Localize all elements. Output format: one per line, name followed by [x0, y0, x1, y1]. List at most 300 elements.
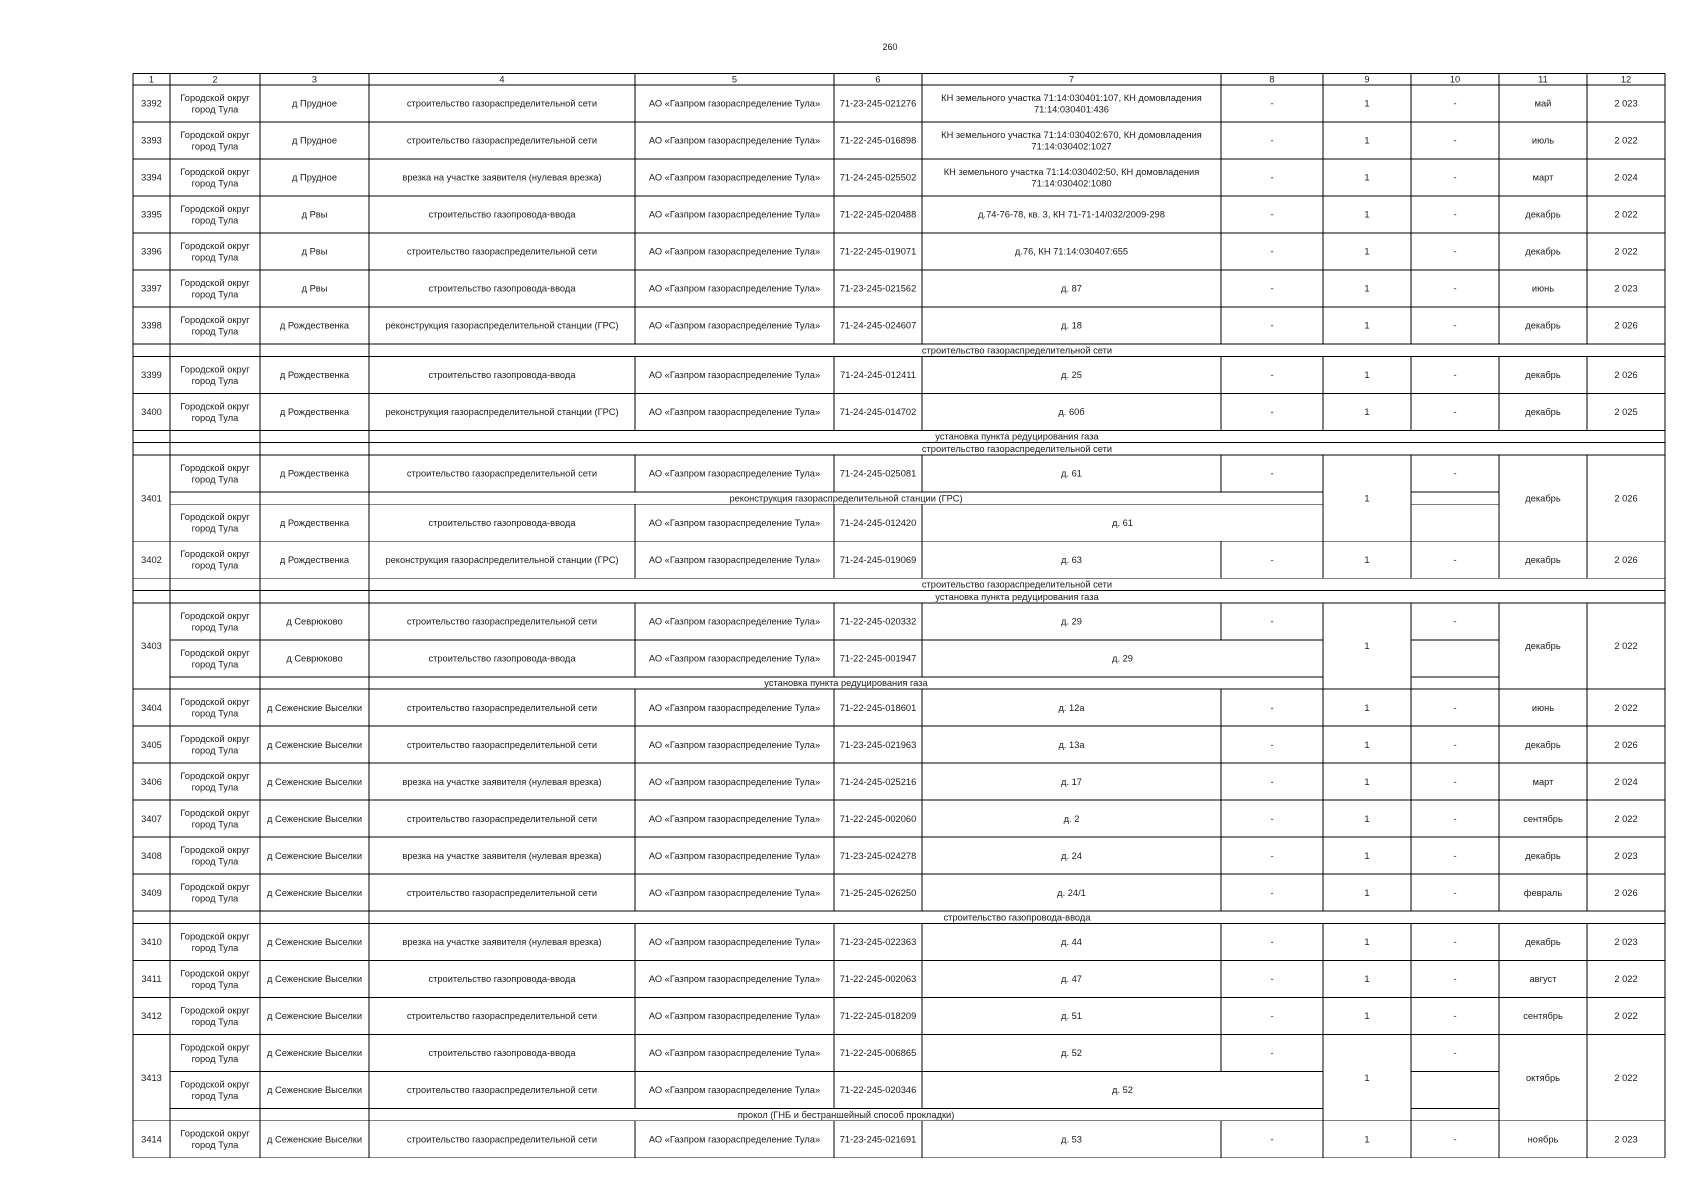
col8-value: -: [1270, 172, 1274, 183]
month: сентябрь: [1523, 1011, 1563, 1022]
address: д. 25: [1061, 370, 1082, 380]
header-col-11: 11: [1538, 74, 1548, 85]
col9-value: 1: [1364, 974, 1370, 985]
col10-value: -: [1453, 468, 1457, 479]
municipality: Городской округ город Тула: [180, 401, 250, 423]
header-col-6: 6: [875, 74, 881, 85]
municipality: Городской округ город Тула: [180, 129, 250, 152]
application-number: 71-22-245-002063: [839, 974, 917, 985]
application-number: 71-24-245-012420: [839, 517, 917, 528]
col9-value: 1: [1364, 407, 1370, 417]
settlement: д Сеженские Выселки: [266, 937, 363, 948]
municipality: Городской округ город Тула: [180, 240, 250, 263]
organization: АО «Газпром газораспределение Тула»: [648, 702, 821, 713]
col10-value: -: [1453, 616, 1457, 627]
col9-value: 1: [1364, 1072, 1370, 1083]
address: д. 24: [1061, 850, 1082, 861]
col8-value: -: [1270, 246, 1274, 257]
col10-value: -: [1453, 283, 1457, 294]
work-type: строительство газораспределительной сети: [406, 616, 598, 627]
note-text: строительство газопровода-ввода: [943, 912, 1091, 923]
organization: АО «Газпром газораспределение Тула»: [648, 813, 821, 824]
settlement: д Сеженские Выселки: [266, 702, 363, 713]
settlement: д Сеженские Выселки: [266, 1134, 363, 1145]
organization: АО «Газпром газораспределение Тула»: [648, 1011, 821, 1022]
municipality: Городской округ город Тула: [180, 462, 250, 485]
note-text: реконструкция газораспределительной станции (ГРС): [729, 493, 963, 504]
municipality: Городской округ город Тула: [180, 697, 250, 719]
application-number: 71-22-245-018601: [839, 702, 917, 713]
work-type: строительство газопровода-ввода: [428, 653, 576, 664]
settlement: д Сеженские Выселки: [266, 739, 363, 750]
organization: АО «Газпром газораспределение Тула»: [648, 283, 821, 294]
col9-value: 1: [1364, 493, 1370, 504]
address: д. 2: [1063, 813, 1080, 824]
row-number: 3409: [141, 887, 162, 898]
organization: АО «Газпром газораспределение Тула»: [648, 616, 821, 627]
municipality: Городской округ город Тула: [180, 610, 250, 633]
month: декабрь: [1525, 554, 1561, 565]
year: 2 024: [1614, 172, 1638, 183]
year: 2 026: [1614, 554, 1638, 565]
municipality: Городской округ город Тула: [180, 1079, 250, 1101]
address: КН земельного участка 71:14:030402:50, КН домовладения 71:14:030402:1080: [943, 166, 1200, 189]
address: д. 18: [1061, 320, 1082, 331]
col10-value: -: [1453, 98, 1457, 109]
col9-value: 1: [1364, 887, 1370, 898]
address: д. 12а: [1058, 702, 1085, 713]
month: октябрь: [1526, 1072, 1560, 1083]
row-number: 3406: [141, 776, 162, 787]
note-text: установка пункта редуцирования газа: [935, 591, 1099, 602]
col10-value: -: [1453, 246, 1457, 257]
row-number: 3400: [141, 407, 162, 417]
header-col-2: 2: [212, 74, 218, 85]
work-type: строительство газораспределительной сети: [406, 1134, 598, 1145]
organization: АО «Газпром газораспределение Тула»: [648, 974, 821, 985]
application-number: 71-22-245-002060: [839, 813, 917, 824]
year: 2 022: [1614, 641, 1638, 652]
settlement: д Сеженские Выселки: [266, 776, 363, 787]
municipality: Городской округ город Тула: [180, 882, 250, 904]
work-type: строительство газопровода-ввода: [428, 283, 576, 294]
settlement: д Рождественка: [279, 370, 350, 380]
year: 2 022: [1614, 209, 1638, 220]
col8-value: -: [1270, 98, 1274, 109]
organization: АО «Газпром газораспределение Тула»: [648, 370, 821, 380]
work-type: врезка на участке заявителя (нулевая врезка): [402, 776, 602, 787]
application-number: 71-24-245-025502: [839, 172, 917, 183]
month: май: [1534, 98, 1552, 109]
year: 2 022: [1614, 135, 1638, 146]
organization: АО «Газпром газораспределение Тула»: [648, 554, 821, 565]
organization: АО «Газпром газораспределение Тула»: [648, 209, 821, 220]
organization: АО «Газпром газораспределение Тула»: [648, 407, 821, 417]
address: д. 44: [1061, 937, 1082, 948]
application-number: 71-23-245-021562: [839, 283, 917, 294]
col10-value: -: [1453, 1134, 1457, 1145]
col9-value: 1: [1364, 702, 1370, 713]
settlement: д Рождественка: [279, 554, 350, 565]
application-number: 71-24-245-019069: [839, 554, 917, 565]
col10-value: -: [1453, 850, 1457, 861]
header-col-3: 3: [311, 74, 318, 85]
application-number: 71-24-245-025081: [839, 468, 917, 479]
row-number: 3392: [141, 98, 162, 109]
col10-value: -: [1453, 702, 1457, 713]
col10-value: -: [1453, 370, 1457, 380]
row-number: 3395: [141, 209, 162, 220]
col10-value: -: [1453, 1048, 1457, 1059]
organization: АО «Газпром газораспределение Тула»: [648, 850, 821, 861]
col8-value: -: [1270, 813, 1274, 824]
col9-value: 1: [1364, 813, 1370, 824]
col9-value: 1: [1364, 937, 1370, 948]
col10-value: -: [1453, 135, 1457, 146]
row-number: 3401: [141, 493, 162, 504]
col9-value: 1: [1364, 172, 1370, 183]
col8-value: -: [1270, 974, 1274, 985]
address: д. 29: [1112, 653, 1133, 664]
work-type: строительство газораспределительной сети: [406, 468, 598, 479]
col10-value: -: [1453, 937, 1457, 948]
month: март: [1532, 776, 1554, 787]
header-col-9: 9: [1364, 74, 1370, 85]
work-type: строительство газораспределительной сети: [406, 1085, 598, 1096]
address: д. 52: [1061, 1048, 1082, 1059]
month: декабрь: [1525, 937, 1561, 948]
year: 2 022: [1614, 702, 1638, 713]
month: декабрь: [1525, 407, 1561, 417]
row-number: 3397: [141, 283, 162, 294]
row-number: 3402: [141, 554, 162, 565]
organization: АО «Газпром газораспределение Тула»: [648, 937, 821, 948]
municipality: Городской округ город Тула: [180, 931, 250, 953]
note-text: строительство газораспределительной сети: [921, 443, 1113, 454]
col10-value: -: [1453, 209, 1457, 220]
address: д. 17: [1061, 776, 1082, 787]
year: 2 023: [1614, 98, 1638, 109]
col8-value: -: [1270, 776, 1274, 787]
organization: АО «Газпром газораспределение Тула»: [648, 1085, 821, 1096]
col9-value: 1: [1364, 283, 1370, 294]
month: сентябрь: [1523, 813, 1563, 824]
application-number: 71-22-245-020332: [839, 616, 917, 627]
organization: АО «Газпром газораспределение Тула»: [648, 1048, 821, 1059]
month: июнь: [1531, 702, 1555, 713]
month: март: [1532, 172, 1554, 183]
organization: АО «Газпром газораспределение Тула»: [648, 468, 821, 479]
municipality: Городской округ город Тула: [180, 203, 250, 226]
col8-value: -: [1270, 407, 1274, 417]
municipality: Городской округ город Тула: [180, 314, 250, 337]
organization: АО «Газпром газораспределение Тула»: [648, 1134, 821, 1145]
col8-value: -: [1270, 739, 1274, 750]
application-number: 71-22-245-020346: [839, 1085, 917, 1096]
work-type: врезка на участке заявителя (нулевая врезка): [402, 172, 602, 183]
month: июнь: [1531, 283, 1555, 294]
col8-value: -: [1270, 1134, 1274, 1145]
address: д.76, КН 71:14:030407:655: [1014, 246, 1129, 257]
row-number: 3403: [141, 641, 162, 652]
municipality: Городской округ город Тула: [180, 845, 250, 867]
col9-value: 1: [1364, 370, 1370, 380]
application-number: 71-22-245-016898: [839, 135, 917, 146]
address: д. 51: [1061, 1011, 1082, 1022]
address: д. 87: [1061, 283, 1082, 294]
settlement: д Сеженские Выселки: [266, 1085, 363, 1096]
municipality: Городской округ город Тула: [180, 92, 250, 115]
col8-value: -: [1270, 616, 1274, 627]
year: 2 025: [1614, 407, 1638, 417]
col9-value: 1: [1364, 98, 1370, 109]
municipality: Городской округ город Тула: [180, 549, 250, 571]
work-type: строительство газопровода-ввода: [428, 209, 576, 220]
settlement: д Прудное: [292, 172, 337, 183]
year: 2 026: [1614, 887, 1638, 898]
header-col-4: 4: [499, 74, 505, 85]
settlement: д Сеженские Выселки: [266, 1048, 363, 1059]
row-number: 3412: [141, 1011, 162, 1022]
col10-value: -: [1453, 887, 1457, 898]
col10-value: -: [1453, 974, 1457, 985]
month: декабрь: [1525, 370, 1561, 380]
col8-value: -: [1270, 370, 1274, 380]
work-type: реконструкция газораспределительной станции (ГРС): [385, 554, 619, 565]
settlement: д Рождественка: [279, 517, 350, 528]
col8-value: -: [1270, 937, 1274, 948]
address: д. 24/1: [1057, 887, 1086, 898]
municipality: Городской округ город Тула: [180, 364, 250, 386]
settlement: д Рвы: [301, 283, 328, 294]
col10-value: -: [1453, 407, 1457, 417]
settlement: д Прудное: [292, 98, 337, 109]
year: 2 024: [1614, 776, 1638, 787]
application-number: 71-24-245-024607: [839, 320, 917, 331]
row-number: 3396: [141, 246, 162, 257]
work-type: реконструкция газораспределительной станции (ГРС): [385, 407, 619, 417]
row-number: 3407: [141, 813, 162, 824]
organization: АО «Газпром газораспределение Тула»: [648, 246, 821, 257]
col8-value: -: [1270, 702, 1274, 713]
settlement: д Сеженские Выселки: [266, 850, 363, 861]
month: ноябрь: [1527, 1134, 1559, 1145]
municipality: Городской округ город Тула: [180, 1128, 250, 1151]
note-text: строительство газораспределительной сети: [921, 345, 1113, 356]
month: декабрь: [1525, 246, 1561, 257]
col9-value: 1: [1364, 1134, 1370, 1145]
year: 2 023: [1614, 937, 1638, 948]
organization: АО «Газпром газораспределение Тула»: [648, 98, 821, 109]
application-number: 71-23-245-021276: [839, 98, 917, 109]
address: д. 13а: [1058, 739, 1085, 750]
municipality: Городской округ город Тула: [180, 734, 250, 756]
work-type: строительство газораспределительной сети: [406, 246, 598, 257]
organization: АО «Газпром газораспределение Тула»: [648, 653, 821, 664]
address: д.74-76-78, кв. 3, КН 71-71-14/032/2009-298: [978, 209, 1165, 220]
month: декабрь: [1525, 209, 1561, 220]
col8-value: -: [1270, 135, 1274, 146]
work-type: врезка на участке заявителя (нулевая врезка): [402, 937, 602, 948]
application-number: 71-22-245-006865: [839, 1048, 917, 1059]
col10-value: -: [1453, 739, 1457, 750]
application-number: 71-24-245-025216: [839, 776, 917, 787]
year: 2 022: [1614, 813, 1638, 824]
settlement: д Севрюково: [286, 653, 343, 664]
work-type: строительство газораспределительной сети: [406, 887, 598, 898]
year: 2 022: [1614, 246, 1638, 257]
col9-value: 1: [1364, 554, 1370, 565]
municipality: Городской округ город Тула: [180, 166, 250, 189]
row-number: 3405: [141, 739, 162, 750]
address: д. 60б: [1058, 407, 1085, 417]
organization: АО «Газпром газораспределение Тула»: [648, 135, 821, 146]
address: д. 61: [1112, 517, 1133, 528]
organization: АО «Газпром газораспределение Тула»: [648, 776, 821, 787]
municipality: Городской округ город Тула: [180, 277, 250, 300]
work-type: строительство газораспределительной сети: [406, 98, 598, 109]
work-type: строительство газораспределительной сети: [406, 702, 598, 713]
settlement: д Рождественка: [279, 320, 350, 331]
municipality: Городской округ город Тула: [180, 968, 250, 990]
settlement: д Сеженские Выселки: [266, 1011, 363, 1022]
col9-value: 1: [1364, 776, 1370, 787]
work-type: строительство газораспределительной сети: [406, 739, 598, 750]
settlement: д Сеженские Выселки: [266, 974, 363, 985]
col10-value: -: [1453, 172, 1457, 183]
col9-value: 1: [1364, 1011, 1370, 1022]
year: 2 023: [1614, 283, 1638, 294]
application-number: 71-23-245-022363: [839, 937, 917, 948]
settlement: д Севрюково: [286, 616, 343, 627]
address: д. 63: [1061, 554, 1082, 565]
address: д. 53: [1061, 1134, 1082, 1145]
work-type: строительство газораспределительной сети: [406, 813, 598, 824]
address: д. 47: [1061, 974, 1082, 985]
application-number: 71-23-245-024278: [839, 850, 917, 861]
municipality: Городской округ город Тула: [180, 771, 250, 793]
address: д. 61: [1061, 468, 1082, 479]
note-text: прокол (ГНБ и бестраншейный способ прокладки): [737, 1109, 955, 1120]
settlement: д Сеженские Выселки: [266, 813, 363, 824]
application-number: 71-25-245-026250: [839, 887, 917, 898]
col9-value: 1: [1364, 209, 1370, 220]
header-col-8: 8: [1269, 74, 1275, 85]
note-text: установка пункта редуцирования газа: [764, 678, 928, 689]
work-type: строительство газопровода-ввода: [428, 370, 576, 380]
year: 2 022: [1614, 1072, 1638, 1083]
organization: АО «Газпром газораспределение Тула»: [648, 739, 821, 750]
col9-value: 1: [1364, 246, 1370, 257]
year: 2 026: [1614, 320, 1638, 331]
work-type: врезка на участке заявителя (нулевая врезка): [402, 850, 602, 861]
municipality: Городской округ город Тула: [180, 1042, 250, 1064]
month: декабрь: [1525, 850, 1561, 861]
work-type: строительство газораспределительной сети: [406, 135, 598, 146]
work-type: строительство газораспределительной сети: [406, 1011, 598, 1022]
row-number: 3393: [141, 135, 162, 146]
year: 2 023: [1614, 1134, 1638, 1145]
row-number: 3413: [141, 1072, 162, 1083]
application-number: 71-24-245-012411: [840, 370, 916, 380]
organization: АО «Газпром газораспределение Тула»: [648, 887, 821, 898]
col9-value: 1: [1364, 641, 1370, 652]
month: август: [1529, 974, 1557, 985]
month: июль: [1531, 135, 1555, 146]
application-number: 71-24-245-014702: [839, 407, 917, 417]
settlement: д Рождественка: [279, 468, 350, 479]
municipality: Городской округ город Тула: [180, 512, 250, 534]
year: 2 022: [1614, 974, 1638, 985]
month: декабрь: [1525, 739, 1561, 750]
col8-value: -: [1270, 1011, 1274, 1022]
work-type: строительство газопровода-ввода: [428, 1048, 576, 1059]
col8-value: -: [1270, 468, 1274, 479]
note-text: строительство газораспределительной сети: [921, 579, 1113, 590]
settlement: д Сеженские Выселки: [266, 887, 363, 898]
header-col-10: 10: [1449, 74, 1461, 85]
col9-value: 1: [1364, 320, 1370, 331]
col10-value: -: [1453, 776, 1457, 787]
month: февраль: [1523, 887, 1563, 898]
row-number: 3408: [141, 850, 162, 861]
header-col-5: 5: [731, 74, 738, 85]
municipality: Городской округ город Тула: [180, 808, 250, 830]
organization: АО «Газпром газораспределение Тула»: [648, 320, 821, 331]
col9-value: 1: [1364, 739, 1370, 750]
settlement: д Рвы: [301, 209, 328, 220]
col9-value: 1: [1364, 850, 1370, 861]
row-number: 3404: [141, 702, 162, 713]
month: декабрь: [1525, 641, 1561, 652]
page-number: 260: [882, 42, 898, 52]
year: 2 023: [1614, 850, 1638, 861]
row-number: 3411: [141, 974, 162, 985]
settlement: д Рвы: [301, 246, 328, 257]
header-col-7: 7: [1068, 74, 1075, 85]
note-text: установка пункта редуцирования газа: [935, 431, 1099, 442]
col8-value: -: [1270, 887, 1274, 898]
col10-value: -: [1453, 1011, 1457, 1022]
header-col-1: 1: [148, 74, 155, 85]
work-type: реконструкция газораспределительной станции (ГРС): [385, 320, 619, 331]
settlement: д Рождественка: [279, 407, 350, 417]
col8-value: -: [1270, 850, 1274, 861]
municipality: Городской округ город Тула: [180, 647, 250, 670]
col10-value: -: [1453, 554, 1457, 565]
address: КН земельного участка 71:14:030401:107, КН домовладения 71:14:030401:436: [941, 92, 1202, 115]
address: д. 29: [1061, 616, 1082, 627]
year: 2 026: [1614, 493, 1638, 504]
application-number: 71-22-245-019071: [839, 246, 917, 257]
application-number: 71-22-245-020488: [839, 209, 917, 220]
year: 2 026: [1614, 739, 1638, 750]
col8-value: -: [1270, 283, 1274, 294]
month: декабрь: [1525, 320, 1561, 331]
row-number: 3414: [141, 1134, 162, 1145]
application-number: 71-23-245-021963: [839, 739, 917, 750]
work-type: строительство газопровода-ввода: [428, 517, 576, 528]
month: декабрь: [1525, 493, 1561, 504]
row-number: 3410: [141, 937, 162, 948]
organization: АО «Газпром газораспределение Тула»: [648, 172, 821, 183]
application-number: 71-23-245-021691: [839, 1134, 917, 1145]
header-col-12: 12: [1620, 74, 1632, 85]
year: 2 026: [1614, 370, 1638, 380]
address: КН земельного участка 71:14:030402:670, КН домовладения 71:14:030402:1027: [941, 129, 1202, 152]
organization: АО «Газпром газораспределение Тула»: [648, 517, 821, 528]
year: 2 022: [1614, 1011, 1638, 1022]
